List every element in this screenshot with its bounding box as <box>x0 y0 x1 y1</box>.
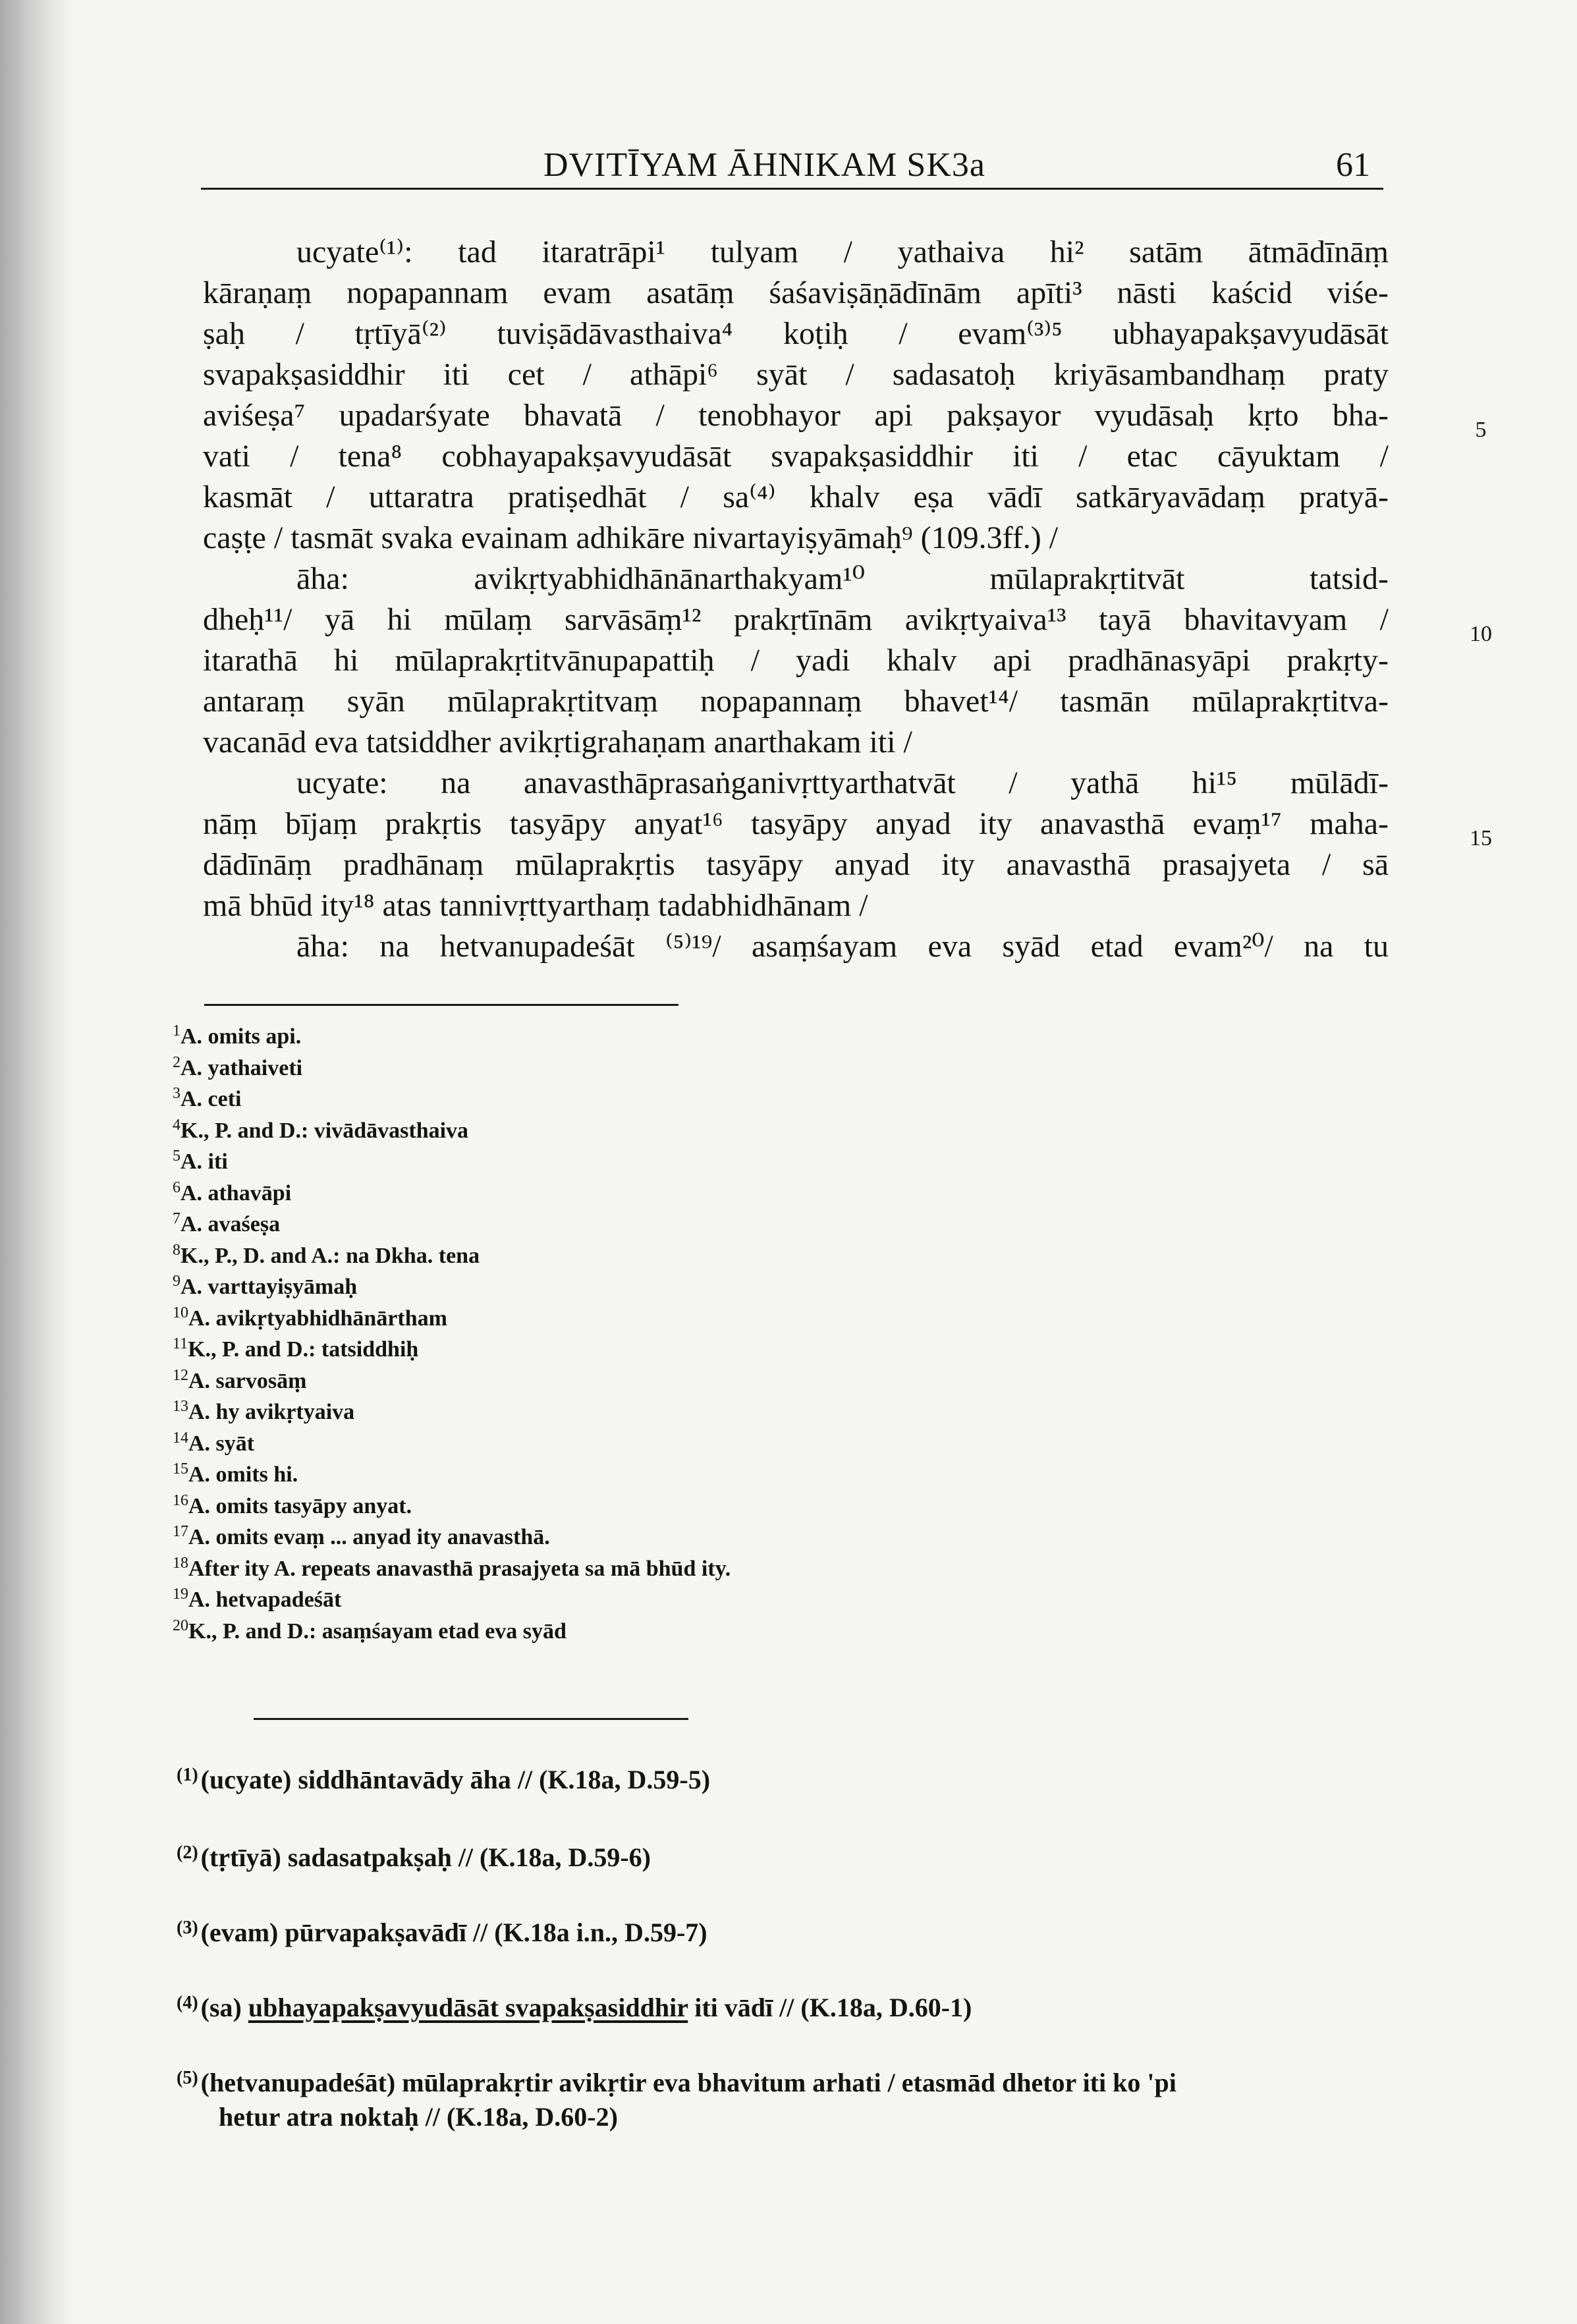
apparatus-entry: $^{11}$K., P. and D.: tatsiddhiḥ <box>173 1335 419 1362</box>
apparatus-entry: $^{20}$K., P. and D.: asaṃśayam etad eva syād <box>173 1617 567 1644</box>
text-line-11: itarathā hi mūlaprakṛtitvānupapattiḥ / yadi khalv api pradhānasyāpi prakṛty- <box>203 643 1389 678</box>
apparatus-entry: $^{19}$A. hetvapadeśāt <box>173 1586 342 1612</box>
apparatus-entry: $^7$A. avaśeṣa <box>173 1210 281 1236</box>
text-line-4: svapakṣasiddhir iti cet / athāpi⁶ syāt / sadasatoḥ kriyāsambandhaṃ praty <box>203 357 1389 392</box>
running-header <box>201 135 1383 190</box>
text-line-10: dheḥ¹¹/ yā hi mūlaṃ sarvāsāṃ¹² prakṛtīnām avikṛtyaiva¹³ tayā bhavitavyam / <box>203 602 1389 637</box>
apparatus-entry: $^3$A. ceti <box>173 1085 242 1111</box>
apparatus-entry: $^5$A. iti <box>173 1148 228 1174</box>
note-5-continuation: hetur atra noktaḥ // (K.18a, D.60-2) <box>219 2102 618 2132</box>
apparatus-rule <box>204 1004 678 1006</box>
line-number-15: 15 <box>1470 826 1492 850</box>
text-line-2: kāraṇaṃ nopapannam evam asatāṃ śaśaviṣāṇādīnām apīti³ nāsti kaścid viśe- <box>203 275 1389 310</box>
apparatus-entry: $^1$A. omits api. <box>173 1022 302 1049</box>
note-4: $^{(4)}$ (sa) ubhayapakṣavyudāsāt svapakṣasiddhir iti vādī // (K.18a, D.60-1) <box>177 1993 972 2022</box>
apparatus-entry: $^{12}$A. sarvosāṃ <box>173 1366 307 1393</box>
notes-rule <box>254 1718 688 1720</box>
critical-apparatus <box>173 1016 1029 1642</box>
apparatus-entry: $^6$A. athavāpi <box>173 1178 292 1205</box>
apparatus-entry: $^{17}$A. omits evaṃ ... anyad ity anavasthā. <box>173 1523 550 1549</box>
text-line-15: nāṃ bījaṃ prakṛtis tasyāpy anyat¹⁶ tasyāpy anyad ity anavasthā evaṃ¹⁷ maha- <box>203 806 1389 841</box>
text-line-18: āha: na hetvanupadeśāt ⁽⁵⁾¹⁹/ asaṃśayam eva syād etad evam²⁰/ na tu <box>296 929 1389 964</box>
apparatus-entry: $^{15}$A. omits hi. <box>173 1460 298 1487</box>
apparatus-entry: $^{16}$A. omits tasyāpy anyat. <box>173 1491 412 1518</box>
note-3: $^{(3)}$ (evam) pūrvapakṣavādī // (K.18a i.n., D.59-7) <box>177 1918 707 1947</box>
text-line-16: dādīnāṃ pradhānaṃ mūlaprakṛtis tasyāpy anyad ity anavasthā prasajyeta / sā <box>203 847 1389 882</box>
text-line-17: mā bhūd ity¹⁸ atas tannivṛttyarthaṃ tadabhidhānam / <box>203 888 868 923</box>
line-number-5: 5 <box>1475 418 1487 442</box>
page-number: 61 <box>1336 146 1370 184</box>
text-line-7: kasmāt / uttaratra pratiṣedhāt / sa⁽⁴⁾ khalv eṣa vādī satkāryavādaṃ pratyā- <box>203 480 1389 514</box>
apparatus-entry: $^2$A. yathaiveti <box>173 1053 303 1080</box>
text-line-3: ṣaḥ / tṛtīyā⁽²⁾ tuviṣādāvasthaiva⁴ koṭiḥ / evam⁽³⁾⁵ ubhayapakṣavyudāsāt <box>203 316 1389 351</box>
text-line-5: aviśeṣa⁷ upadarśyate bhavatā / tenobhayor api pakṣayor vyudāsaḥ kṛto bha- <box>203 398 1389 433</box>
main-text <box>203 232 1389 967</box>
apparatus-entry: $^8$K., P., D. and A.: na Dkha. tena <box>173 1241 480 1268</box>
text-line-9: āha: avikṛtyabhidhānānarthakyam¹⁰ mūlaprakṛtitvāt tatsid- <box>296 561 1389 596</box>
apparatus-entry: $^{18}$After ity A. repeats anavasthā prasajyeta sa mā bhūd ity. <box>173 1554 731 1581</box>
apparatus-entry: $^9$A. varttayiṣyāmaḥ <box>173 1273 358 1299</box>
running-title: DVITĪYAM ĀHNIKAM SK3a <box>543 146 985 184</box>
text-line-12: antaraṃ syān mūlaprakṛtitvaṃ nopapannaṃ bhavet¹⁴/ tasmān mūlaprakṛtitva- <box>203 684 1389 719</box>
apparatus-entry: $^{13}$A. hy avikṛtyaiva <box>173 1398 355 1424</box>
underlined-phrase: ubhayapakṣavyudāsāt svapakṣasiddhir <box>248 1993 688 2022</box>
note-2: $^{(2)}$ (tṛtīyā) sadasatpakṣaḥ // (K.18a, D.59-6) <box>177 1842 651 1872</box>
apparatus-entry: $^{14}$A. syāt <box>173 1429 255 1456</box>
text-line-8: caṣṭe / tasmāt svaka evainam adhikāre nivartayiṣyāmaḥ⁹ (109.3ff.) / <box>203 520 1059 555</box>
text-line-1: ucyate⁽¹⁾: tad itaratrāpi¹ tulyam / yathaiva hi² satām ātmādīnāṃ <box>296 235 1389 269</box>
apparatus-entry: $^{10}$A. avikṛtyabhidhānārtham <box>173 1304 447 1331</box>
scan-edge <box>0 0 72 2324</box>
text-line-14: ucyate: na anavasthāprasaṅganivṛttyarthatvāt / yathā hi¹⁵ mūlādī- <box>296 765 1389 800</box>
note-5: $^{(5)}$ (hetvanupadeśāt) mūlaprakṛtir avikṛtir eva bhavitum arhati / etasmād dhetor iti ko 'pi hetur atra noktaḥ // (K.18a, D.60-2) <box>177 2068 1176 2132</box>
note-1: $^{(1)}$ (ucyate) siddhāntavādy āha // (K.18a, D.59-5) <box>177 1765 711 1794</box>
text-line-6: vati / tena⁸ cobhayapakṣavyudāsāt svapakṣasiddhir iti / etac cāyuktam / <box>203 439 1389 474</box>
line-number-10: 10 <box>1470 622 1492 646</box>
text-line-13: vacanād eva tatsiddher avikṛtigrahaṇam anarthakam iti / <box>203 725 912 760</box>
apparatus-entry: $^4$K., P. and D.: vivādāvasthaiva <box>173 1116 469 1143</box>
